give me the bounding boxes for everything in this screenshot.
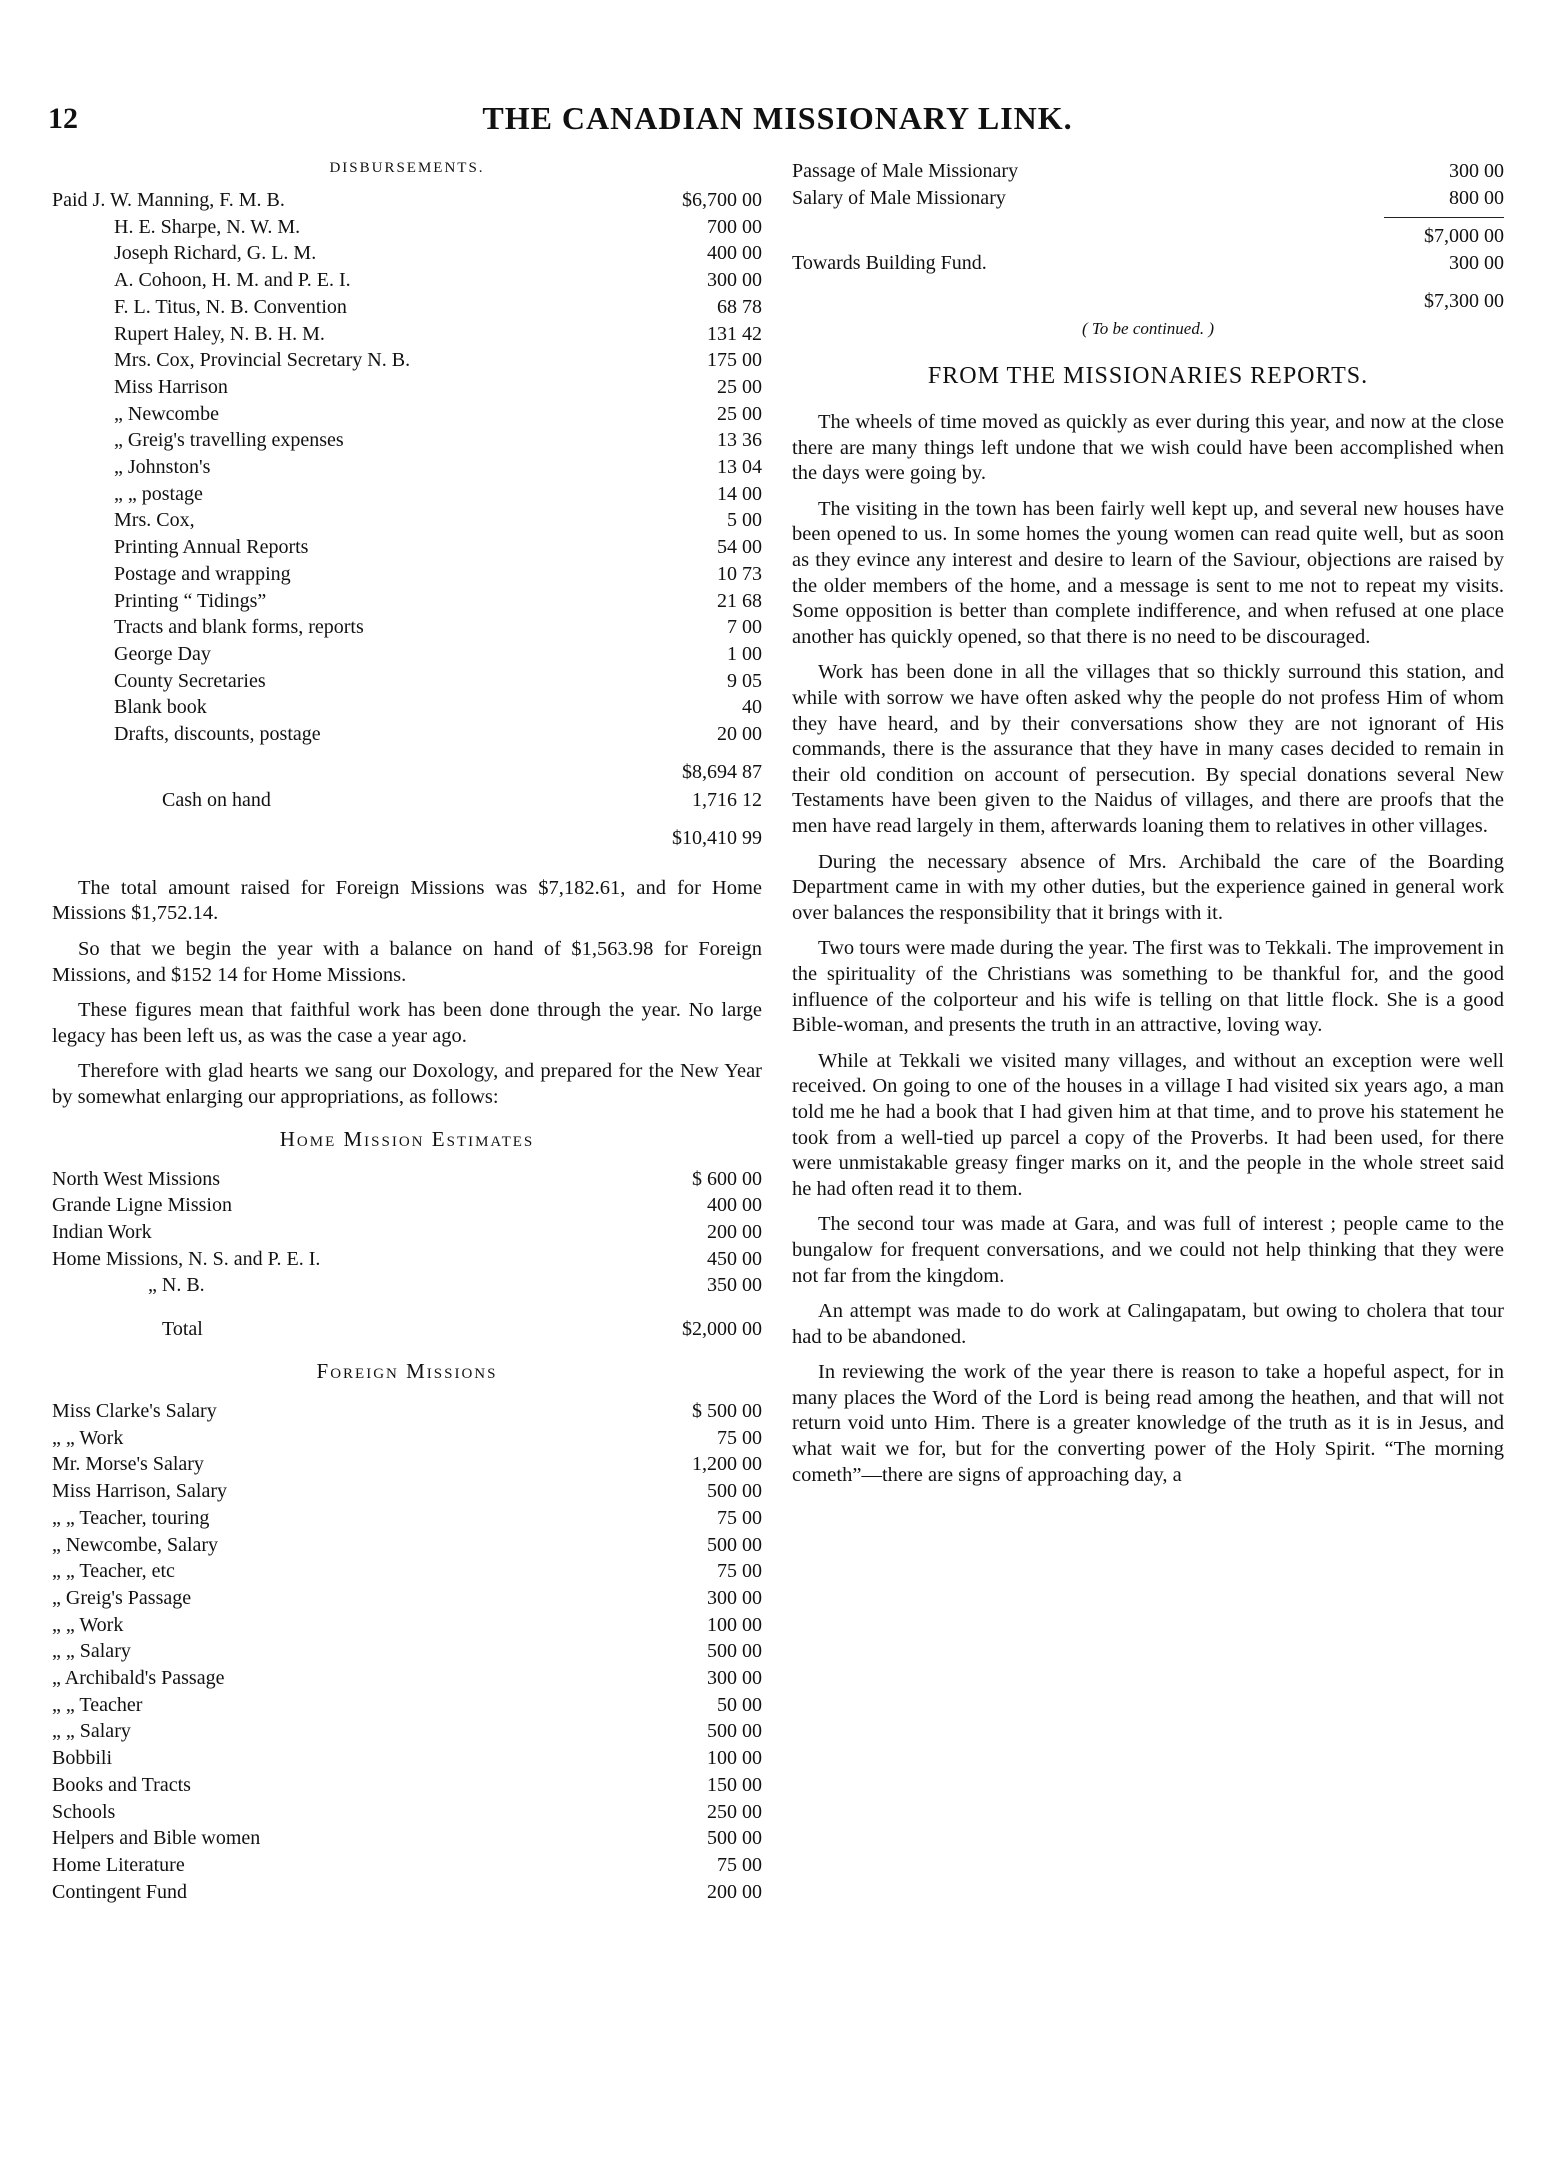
ledger-row — [52, 1478, 762, 1505]
ledger-row — [52, 347, 762, 374]
ledger-amount: 1 00 — [727, 642, 762, 665]
ledger-row — [52, 507, 762, 534]
ledger-row — [52, 614, 762, 641]
ledger-label: North West Missions — [52, 1167, 221, 1190]
ledger-row — [792, 185, 1504, 212]
ledger-row — [52, 641, 762, 668]
ledger-amount: 75 00 — [717, 1506, 762, 1529]
ledger-row — [52, 1638, 762, 1665]
ledger-label: „ „ Salary — [52, 1640, 131, 1663]
ledger-row — [52, 1219, 762, 1246]
ledger-amount: 300 00 — [707, 1586, 762, 1609]
ledger-amount: 500 00 — [707, 1827, 762, 1850]
ledger-amount: 7 00 — [727, 616, 762, 639]
ledger-row — [52, 1799, 762, 1826]
disbursements-subtotal-line — [52, 758, 762, 786]
ledger-label: „ „ Teacher, etc — [52, 1560, 175, 1583]
ledger-row — [52, 1505, 762, 1532]
ledger-label: Miss Harrison — [114, 375, 228, 398]
ledger-label: Mr. Morse's Salary — [52, 1453, 204, 1476]
ledger-row — [52, 534, 762, 561]
ledger-amount: 500 00 — [707, 1720, 762, 1743]
ledger-row — [52, 1718, 762, 1745]
ledger-label: „ „ Teacher — [52, 1693, 143, 1716]
home-estimates-ledger — [52, 1166, 762, 1300]
ledger-row — [52, 454, 762, 481]
ledger-amount: 100 00 — [707, 1613, 762, 1636]
ledger-label: Contingent Fund — [52, 1880, 188, 1903]
right-total-line — [792, 287, 1504, 315]
ledger-row — [52, 1692, 762, 1719]
ledger-row — [52, 240, 762, 267]
ledger-row — [52, 1745, 762, 1772]
left-column — [52, 158, 762, 1905]
paragraph: The visiting in the town has been fairly well kept up, and several new houses have been opened to us. In some homes the young women can read quite well, but as soon as they evince any interest and desire to learn of the Saviour, objections are raised by the older members of the home, and a message is sent to me not to repeat my visits. Some opposition is better than complete indifference, and when refused at one place another has quickly opened, so that there is no need to be discouraged. — [792, 497, 1504, 648]
disbursements-heading: DISBURSEMENTS. — [329, 160, 485, 176]
ledger-row — [52, 427, 762, 454]
paragraph: Two tours were made during the year. The first was to Tekkali. The improvement in the spirituality of the Christians was something to be thankful for, and the good influence of the colporteur and his wife is telling on that little flock. She is a good Bible-woman, and presents the truth in an attractive, loving way. — [792, 937, 1504, 1037]
ledger-amount: 25 00 — [717, 402, 762, 425]
ledger-row — [52, 561, 762, 588]
ledger-amount: 200 00 — [707, 1220, 762, 1243]
ledger-label: „ Johnston's — [114, 456, 211, 479]
ledger-label: Mrs. Cox, Provincial Secretary N. B. — [114, 349, 411, 372]
ledger-row — [52, 294, 762, 321]
paragraph: The total amount raised for Foreign Missions was $7,182.61, and for Home Missions $1,752.14. — [52, 876, 762, 925]
ledger-row — [52, 1585, 762, 1612]
ledger-label: „ „ Work — [52, 1426, 124, 1449]
ledger-label: „ „ postage — [114, 482, 203, 505]
ledger-label: „ „ Teacher, touring — [52, 1506, 210, 1529]
ledger-label: Books and Tracts — [52, 1773, 191, 1796]
ledger-amount: 450 00 — [707, 1247, 762, 1270]
ledger-amount: $6,700 00 — [682, 189, 762, 211]
ledger-label: Postage and wrapping — [114, 562, 291, 585]
reports-heading: FROM THE MISSIONARIES REPORTS. — [927, 363, 1369, 390]
ledger-label: Helpers and Bible women — [52, 1827, 261, 1850]
paragraph: The second tour was made at Gara, and was full of interest ; people came to the bungalow for frequent conversations, and we could not help thinking that they were not far from the kingdom. — [792, 1213, 1504, 1287]
ledger-amount: 300 00 — [707, 269, 762, 292]
ledger-amount: 100 00 — [707, 1747, 762, 1770]
ledger-label: A. Cohoon, H. M. and P. E. I. — [114, 269, 351, 292]
ledger-amount: 25 00 — [717, 375, 762, 398]
ledger-amount: $ 500 00 — [692, 1400, 762, 1423]
ledger-label: Blank book — [114, 696, 207, 719]
ledger-amount: 75 00 — [717, 1560, 762, 1583]
ledger-amount: 300 00 — [707, 1667, 762, 1690]
ledger-label: „ Newcombe, Salary — [52, 1533, 219, 1556]
foreign-missions-heading: Foreign Missions — [316, 1359, 498, 1384]
ledger-label: Printing Annual Reports — [114, 536, 309, 559]
ledger-row — [52, 321, 762, 348]
ledger-row — [52, 1272, 762, 1299]
disbursements-ledger — [52, 187, 762, 748]
ledger-label: Joseph Richard, G. L. M. — [114, 242, 317, 265]
paragraph: These figures mean that faithful work has been done through the year. No large legacy has been left us, as was the case a year ago. — [52, 999, 762, 1047]
left-paragraphs — [52, 876, 762, 1111]
ledger-amount: 68 78 — [717, 295, 762, 318]
ledger-amount: 50 00 — [717, 1693, 762, 1716]
ledger-amount: 500 00 — [707, 1533, 762, 1556]
ledger-row — [52, 214, 762, 241]
ledger-amount: 131 42 — [707, 322, 762, 345]
cash-on-hand-label: Cash on hand — [162, 788, 271, 811]
ledger-row — [52, 588, 762, 615]
cash-on-hand-amount: 1,716 12 — [692, 788, 762, 811]
page-number: 12 — [48, 102, 78, 135]
ledger-amount: 175 00 — [707, 349, 762, 372]
ledger-label: „ N. B. — [148, 1274, 205, 1297]
ledger-amount: 20 00 — [717, 723, 762, 746]
ledger-label: Mrs. Cox, — [114, 509, 195, 532]
ledger-amount: 21 68 — [717, 589, 762, 612]
right-ledger-rule — [1384, 217, 1504, 218]
ledger-label: „ „ Salary — [52, 1720, 131, 1743]
ledger-label: County Secretaries — [114, 669, 266, 692]
paragraph: While at Tekkali we visited many villages, and without an exception were well received. On going to one of the houses in a village I had visited six years ago, a man told me he had a book that I had given him at that time, and to prove his statement he took from a well-tied up parcel a copy of the Proverbs. It had been used, for there were unmistakable greasy finger marks on it, and the people in the whole street said he had often read it to them. — [792, 1049, 1504, 1200]
home-estimates-total-amount: $2,000 00 — [682, 1318, 762, 1341]
ledger-row — [52, 1192, 762, 1219]
ledger-amount: 5 00 — [727, 509, 762, 532]
ledger-amount: 200 00 — [707, 1880, 762, 1903]
ledger-amount: 1,200 00 — [692, 1453, 762, 1476]
grand-total: $10,410 99 — [672, 826, 762, 849]
home-estimates-heading: Home Mission Estimates — [279, 1126, 535, 1151]
ledger-label: Paid J. W. Manning, F. M. B. — [52, 189, 285, 211]
ledger-label: „ Greig's Passage — [52, 1586, 192, 1609]
ledger-label: Indian Work — [52, 1220, 152, 1243]
ledger-label: „ „ Work — [52, 1613, 124, 1636]
ledger-label: Home Missions, N. S. and P. E. I. — [52, 1247, 321, 1270]
ledger-label: George Day — [114, 642, 211, 665]
ledger-label: Printing “ Tidings” — [114, 589, 267, 612]
paragraph: An attempt was made to do work at Calingapatam, but owing to cholera that tour had to be abandoned. — [792, 1300, 1504, 1348]
reports-paragraphs — [792, 410, 1504, 1488]
ledger-label: „ Archibald's Passage — [52, 1667, 225, 1690]
ledger-row — [52, 1825, 762, 1852]
ledger-amount: 700 00 — [707, 215, 762, 238]
right-total: $7,300 00 — [1424, 290, 1504, 313]
ledger-row — [52, 721, 762, 748]
ledger-amount: 800 00 — [1449, 186, 1504, 209]
ledger-row — [52, 1852, 762, 1879]
right-column — [792, 158, 1504, 1498]
ledger-label: Bobbili — [52, 1747, 113, 1770]
ledger-row — [52, 1532, 762, 1559]
ledger-amount: 400 00 — [707, 242, 762, 265]
ledger-row — [52, 1558, 762, 1585]
right-ledger — [792, 158, 1504, 211]
ledger-row — [52, 1665, 762, 1692]
ledger-label: Miss Clarke's Salary — [52, 1400, 217, 1423]
ledger-amount: 350 00 — [707, 1274, 762, 1297]
ledger-label: Schools — [52, 1800, 116, 1823]
cash-on-hand-line — [52, 786, 762, 814]
ledger-amount: 10 73 — [717, 562, 762, 585]
building-fund-amount: 300 00 — [1449, 252, 1504, 275]
ledger-amount: 40 — [742, 696, 762, 719]
ledger-row — [52, 187, 762, 214]
paragraph: So that we begin the year with a balance on hand of $1,563.98 for Foreign Missions, and $152 14 for Home Missions. — [52, 937, 762, 986]
home-estimates-total-line — [52, 1315, 762, 1343]
ledger-amount: 14 00 — [717, 482, 762, 505]
ledger-amount: 9 05 — [727, 669, 762, 692]
ledger-label: „ Newcombe — [114, 402, 219, 425]
ledger-row — [52, 481, 762, 508]
ledger-label: Passage of Male Missionary — [792, 160, 1019, 182]
to-be-continued: ( To be continued. ) — [1081, 319, 1215, 339]
ledger-amount: 13 04 — [717, 456, 762, 479]
ledger-row — [52, 1612, 762, 1639]
ledger-amount: 150 00 — [707, 1773, 762, 1796]
ledger-amount: $ 600 00 — [692, 1167, 762, 1190]
ledger-label: Rupert Haley, N. B. H. M. — [114, 322, 325, 345]
paragraph: In reviewing the work of the year there is reason to take a hopeful aspect, for in many places the Word of the Lord is being read among the heathen, and that will not return void unto Him. There is a greater knowledge of the truth as it is in Jesus, and what wait we for, but for the converting power of the Holy Spirit. “The morning cometh”—there are signs of approaching day, a — [792, 1361, 1504, 1486]
paragraph: The wheels of time moved as quickly as ever during this year, and now at the close there are many things left undone that we wish could have been accomplished when the days were going by. — [792, 411, 1504, 485]
ledger-label: Salary of Male Missionary — [792, 186, 1006, 209]
grand-total-line — [52, 824, 762, 852]
ledger-label: Home Literature — [52, 1853, 185, 1876]
ledger-label: „ Greig's travelling expenses — [114, 429, 344, 452]
ledger-amount: 300 00 — [1449, 160, 1504, 182]
ledger-row — [52, 694, 762, 721]
ledger-row — [52, 374, 762, 401]
ledger-amount: 75 00 — [717, 1426, 762, 1449]
ledger-label: H. E. Sharpe, N. W. M. — [114, 215, 301, 238]
ledger-label: Drafts, discounts, postage — [114, 723, 321, 746]
right-subtotal-line — [792, 222, 1504, 250]
ledger-row — [52, 1425, 762, 1452]
ledger-amount: 250 00 — [707, 1800, 762, 1823]
ledger-amount: 75 00 — [717, 1853, 762, 1876]
right-subtotal: $7,000 00 — [1424, 225, 1504, 248]
ledger-row — [52, 401, 762, 428]
ledger-row — [52, 1772, 762, 1799]
foreign-missions-ledger — [52, 1398, 762, 1905]
page-title: THE CANADIAN MISSIONARY LINK. — [482, 100, 1073, 136]
ledger-amount: 13 36 — [717, 429, 762, 452]
home-estimates-total-label: Total — [162, 1318, 203, 1341]
building-fund-label: Towards Building Fund. — [792, 252, 987, 275]
ledger-row — [52, 668, 762, 695]
ledger-amount: 54 00 — [717, 536, 762, 559]
paragraph: During the necessary absence of Mrs. Archibald the care of the Boarding Department came in with my other duties, but the experience gained in general work over balances the responsibility that it brings with it. — [792, 850, 1504, 924]
ledger-row — [52, 1246, 762, 1273]
ledger-amount: 500 00 — [707, 1480, 762, 1503]
disbursements-subtotal: $8,694 87 — [682, 760, 762, 783]
paragraph: Therefore with glad hearts we sang our Doxology, and prepared for the New Year by somewhat enlarging our appropriations, as follows: — [52, 1060, 762, 1108]
ledger-row — [52, 267, 762, 294]
ledger-label: Tracts and blank forms, reports — [114, 616, 364, 639]
ledger-row — [52, 1451, 762, 1478]
paragraph: Work has been done in all the villages that so thickly surround this station, and while with sorrow we have often asked why the people do not profess Him of whom they have heard, and by their conversations show they are not ignorant of His commands, there is the assurance that they have in many cases decided to remain in their old condition on account of persecution. By special donations several New Testaments have been given to the Naidus of villages, and there are proofs that the men have read largely in them, afterwards loaning them to relatives in other villages. — [792, 661, 1504, 838]
ledger-row — [792, 158, 1504, 185]
ledger-amount: 500 00 — [707, 1640, 762, 1663]
building-fund-row — [792, 250, 1504, 277]
ledger-label: Miss Harrison, Salary — [52, 1480, 227, 1503]
ledger-row — [52, 1398, 762, 1425]
ledger-label: F. L. Titus, N. B. Convention — [114, 295, 347, 318]
ledger-label: Grande Ligne Mission — [52, 1194, 232, 1217]
ledger-row — [52, 1879, 762, 1906]
ledger-row — [52, 1166, 762, 1193]
ledger-amount: 400 00 — [707, 1194, 762, 1217]
